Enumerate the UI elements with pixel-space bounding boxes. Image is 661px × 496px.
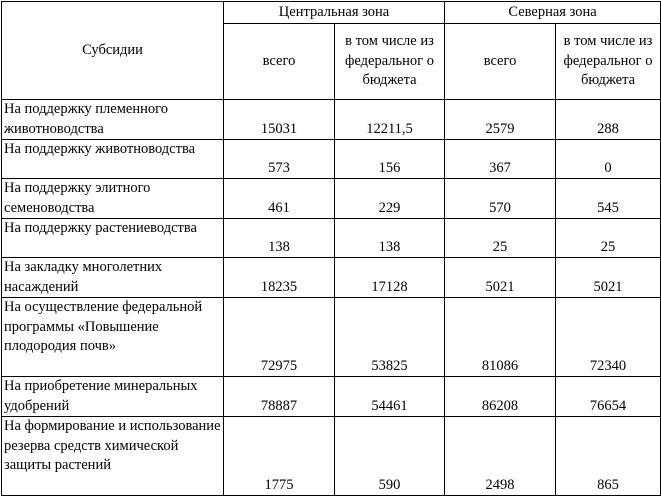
row-label: На поддержку растениеводства [2,219,224,258]
northern-total-cell: 25 [445,219,556,258]
northern-total-cell: 86208 [445,377,556,417]
central-federal-cell: 54461 [335,377,445,417]
row-label: На приобретение минеральных удобрений [2,377,224,417]
table-row [2,377,661,417]
northern-federal-cell: 76654 [556,377,661,417]
table-row [2,179,661,219]
northern-total-cell: 367 [445,140,556,179]
northern-federal-cell: 25 [556,219,661,258]
central-federal-cell: 229 [335,179,445,219]
table-row [2,219,661,258]
central-total-cell: 138 [224,219,335,258]
table-row [2,417,661,496]
northern-federal-cell: 288 [556,100,661,140]
table-row [2,258,661,298]
header-northern-zone: Северная зона [445,2,661,24]
table-row [2,140,661,179]
row-label: На закладку многолетних насаждений [2,258,224,298]
central-federal-cell: 590 [335,417,445,496]
row-label: На поддержку животноводства [2,140,224,179]
northern-federal-cell: 865 [556,417,661,496]
row-label: На поддержку элитного семеноводства [2,179,224,219]
central-total-cell: 1775 [224,417,335,496]
row-label: На формирование и использование резерва средств химической защиты растений [2,417,224,496]
northern-federal-cell: 72340 [556,298,661,377]
central-total-cell: 78887 [224,377,335,417]
table-row [2,100,661,140]
central-federal-cell: 53825 [335,298,445,377]
northern-total-cell: 2498 [445,417,556,496]
header-northern-total: всего [445,24,556,100]
header-subsidies: Субсидии [2,2,224,100]
northern-total-cell: 570 [445,179,556,219]
northern-total-cell: 81086 [445,298,556,377]
table-row [2,298,661,377]
central-federal-cell: 17128 [335,258,445,298]
header-central-total: всего [224,24,335,100]
northern-federal-cell: 5021 [556,258,661,298]
row-label: На поддержку племенного животноводства [2,100,224,140]
central-total-cell: 15031 [224,100,335,140]
central-federal-cell: 12211,5 [335,100,445,140]
central-total-cell: 18235 [224,258,335,298]
central-federal-cell: 138 [335,219,445,258]
northern-total-cell: 2579 [445,100,556,140]
northern-federal-cell: 0 [556,140,661,179]
central-total-cell: 461 [224,179,335,219]
subsidy-table [1,1,661,496]
header-central-zone: Центральная зона [224,2,445,24]
northern-total-cell: 5021 [445,258,556,298]
central-total-cell: 72975 [224,298,335,377]
northern-federal-cell: 545 [556,179,661,219]
row-label: На осуществление федеральной программы «Повышение плодородия почв» [2,298,224,377]
central-federal-cell: 156 [335,140,445,179]
central-total-cell: 573 [224,140,335,179]
header-northern-federal: в том числе из федеральног о бюджета [556,24,661,100]
header-central-federal: в том числе из федеральног о бюджета [335,24,445,100]
